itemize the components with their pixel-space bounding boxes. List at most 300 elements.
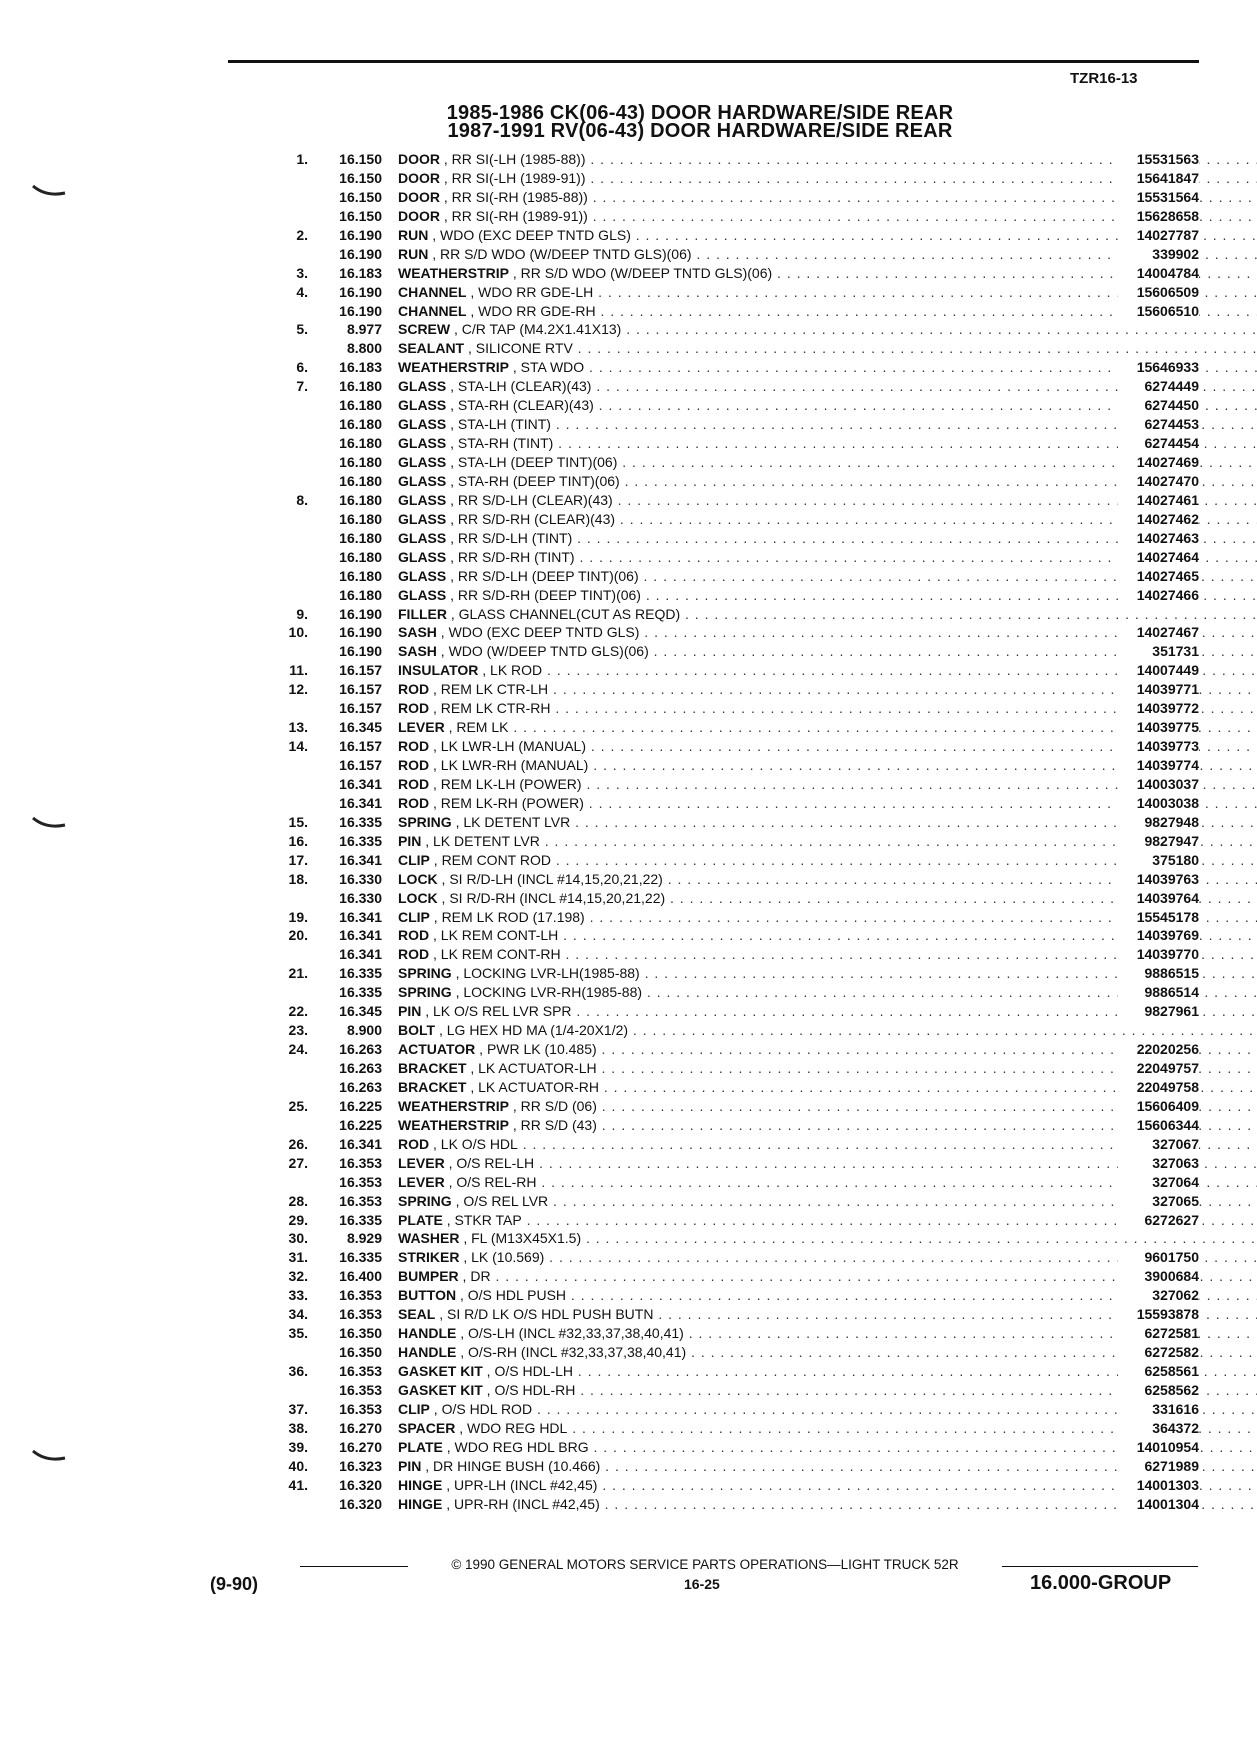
part-name: BRACKET	[398, 1060, 467, 1076]
part-row	[250, 908, 1199, 927]
group-number: 16.190	[339, 643, 382, 660]
part-row	[250, 1135, 1199, 1154]
item-number: 3.	[296, 264, 308, 281]
item-number: 12.	[288, 681, 308, 698]
part-number: 9886514	[1118, 983, 1199, 1002]
part-detail: WDO REG HDL BRG	[454, 1438, 589, 1455]
item-number: 24.	[288, 1041, 308, 1058]
part-row	[250, 1381, 1199, 1400]
part-row	[250, 396, 1199, 415]
group-number: 16.335	[339, 1211, 382, 1228]
part-number: 3900684	[1118, 1267, 1199, 1286]
part-description: GLASS , RR S/D-RH (CLEAR)(43) . . .	[398, 510, 1257, 529]
item-number: 25.	[288, 1097, 308, 1114]
part-row	[250, 1495, 1199, 1514]
part-name: SEAL	[398, 1306, 436, 1323]
page-title	[300, 104, 1100, 140]
group-number: 16.180	[339, 548, 382, 565]
group-number: 16.335	[339, 832, 382, 849]
part-row	[250, 548, 1199, 567]
item-number: 39.	[288, 1438, 308, 1455]
item-number: 21.	[288, 965, 308, 982]
group-number: 16.225	[339, 1116, 382, 1133]
part-description: SEALANT , SILICONE RTV . . .	[398, 339, 1257, 358]
part-description: SPRING , LOCKING LVR-LH(1985-88) . . .	[398, 964, 1257, 983]
part-detail: DR HINGE BUSH (10.466)	[433, 1457, 601, 1474]
part-name: GLASS	[398, 510, 447, 527]
part-detail: LK REM CONT-LH	[440, 927, 559, 944]
part-row	[250, 302, 1199, 321]
part-name: DOOR	[398, 169, 440, 186]
part-detail: LK DETENT LVR	[433, 832, 540, 849]
part-number: 6258562	[1118, 1381, 1199, 1400]
part-row	[250, 605, 1195, 624]
title-line-1: 1985-1986 CK(06-43) DOOR HARDWARE/SIDE REAR	[446, 102, 954, 124]
part-name: SEALANT	[398, 340, 465, 357]
group-number: 16.353	[339, 1192, 382, 1209]
part-detail: UPR-LH (INCL #42,45)	[454, 1476, 598, 1493]
item-number: 41.	[288, 1476, 308, 1493]
part-number: 14027467	[1118, 623, 1199, 642]
part-name: GLASS	[398, 378, 447, 395]
part-name: LOCK	[398, 889, 438, 906]
group-number: 16.353	[339, 1381, 382, 1398]
part-number: 14027465	[1118, 567, 1199, 586]
part-number: 331616	[1118, 1400, 1199, 1419]
part-description: LEVER , O/S REL-RH . . .	[398, 1173, 1257, 1192]
part-name: LEVER	[398, 1173, 445, 1190]
group-number: 16.157	[339, 757, 382, 773]
group-number: 8.800	[346, 340, 382, 357]
part-row	[250, 1305, 1199, 1324]
part-row	[250, 1078, 1199, 1097]
part-description: GLASS , STA-RH (TINT) . . .	[398, 434, 1257, 453]
item-number: 5.	[296, 321, 308, 338]
part-number: 22049757	[1118, 1059, 1199, 1078]
part-number: 6274449	[1118, 377, 1199, 396]
part-detail: O/S HDL-RH	[494, 1381, 576, 1398]
part-number: 6272581	[1118, 1324, 1199, 1343]
part-row	[250, 1362, 1199, 1381]
item-number: 2.	[296, 226, 308, 243]
item-number: 29.	[288, 1211, 308, 1228]
part-row	[250, 586, 1199, 605]
part-number: 14039772	[1118, 699, 1199, 718]
part-description: ROD , LK REM CONT-RH . . .	[398, 945, 1257, 964]
part-row	[250, 1021, 1195, 1040]
group-number: 16.341	[339, 946, 382, 963]
item-number: 26.	[288, 1135, 308, 1152]
part-row	[250, 377, 1199, 396]
group-number: 16.341	[339, 927, 382, 944]
footer-rule-left	[300, 1566, 408, 1567]
part-name: PIN	[398, 832, 422, 849]
group-number: 16.180	[339, 472, 382, 489]
part-detail: REM LK	[456, 719, 509, 736]
part-description: WEATHERSTRIP , RR S/D (06) . . .	[398, 1097, 1257, 1116]
part-number: 14039769	[1118, 926, 1199, 945]
part-name: WEATHERSTRIP	[398, 264, 509, 281]
part-number: 14027469	[1118, 453, 1199, 472]
part-detail: DR	[470, 1268, 491, 1285]
part-description: SPRING , LK DETENT LVR . . .	[398, 813, 1257, 832]
binder-hole-mark	[32, 1448, 66, 1462]
part-detail: O/S REL LVR	[463, 1192, 549, 1209]
part-row	[250, 1438, 1199, 1457]
part-number: 22020256	[1118, 1040, 1199, 1059]
group-number: 16.350	[339, 1325, 382, 1342]
group-number: 16.190	[339, 283, 382, 300]
group-number: 16.353	[339, 1287, 382, 1304]
part-detail: RR S/D WDO (W/DEEP TNTD GLS)(06)	[520, 264, 773, 281]
part-detail: O/S HDL PUSH	[467, 1287, 567, 1304]
part-row	[250, 1267, 1199, 1286]
part-description: DOOR , RR SI(-RH (1989-91)) . . .	[398, 207, 1257, 226]
part-number: 15606344	[1118, 1116, 1199, 1135]
part-name: LOCK	[398, 870, 438, 887]
part-description: GLASS , RR S/D-LH (TINT) . . .	[398, 529, 1257, 548]
group-number: 16.350	[339, 1344, 382, 1361]
part-number: 327065	[1118, 1192, 1199, 1211]
part-row	[250, 1097, 1199, 1116]
binder-hole-mark	[32, 815, 66, 829]
part-row	[250, 1286, 1199, 1305]
part-detail: RR SI(-LH (1989-91))	[451, 169, 586, 186]
part-row	[250, 870, 1199, 889]
part-description: BOLT , LG HEX HD MA (1/4-20X1/2) . . .	[398, 1021, 1257, 1040]
part-description: PIN , LK O/S REL LVR SPR . . .	[398, 1002, 1257, 1021]
part-description: SASH , WDO (EXC DEEP TNTD GLS) . . .	[398, 623, 1257, 642]
part-number: 14003037	[1118, 775, 1199, 794]
part-name: GLASS	[398, 491, 447, 508]
item-number: 34.	[288, 1306, 308, 1323]
part-number: 15545178	[1118, 908, 1199, 927]
part-name: ROD	[398, 757, 430, 773]
part-detail: LK DETENT LVR	[463, 813, 571, 830]
part-name: ROD	[398, 738, 430, 755]
group-number: 16.183	[339, 264, 382, 281]
item-number: 17.	[288, 851, 308, 868]
part-row	[250, 264, 1199, 283]
part-description: SPACER , WDO REG HDL . . .	[398, 1419, 1257, 1438]
part-name: FILLER	[398, 605, 447, 622]
part-name: CLIP	[398, 1400, 430, 1417]
group-number: 16.341	[339, 794, 382, 811]
part-name: CLIP	[398, 851, 430, 868]
item-number: 20.	[288, 927, 308, 944]
part-detail: REM LK ROD (17.198)	[441, 908, 585, 925]
part-number: 6274454	[1118, 434, 1199, 453]
part-number: 327063	[1118, 1154, 1199, 1173]
part-description: HANDLE , O/S-LH (INCL #32,33,37,38,40,41) . . .	[398, 1324, 1257, 1343]
part-detail: RR S/D-LH (CLEAR)(43)	[457, 491, 613, 508]
part-detail: SILICONE RTV	[475, 340, 573, 357]
group-number: 16.150	[339, 188, 382, 205]
part-description: GASKET KIT , O/S HDL-LH . . .	[398, 1362, 1257, 1381]
group-number: 16.157	[339, 700, 382, 717]
group-number: 16.263	[339, 1060, 382, 1076]
part-number: 9827948	[1118, 813, 1199, 832]
part-detail: WDO (EXC DEEP TNTD GLS)	[440, 226, 631, 243]
part-name: BUMPER	[398, 1268, 459, 1285]
group-number: 16.345	[339, 1003, 382, 1020]
part-row	[250, 245, 1199, 264]
part-number: 364372	[1118, 1419, 1199, 1438]
group-number: 16.180	[339, 529, 382, 546]
group-number: 16.190	[339, 605, 382, 622]
part-name: DOOR	[398, 151, 440, 167]
item-number: 31.	[288, 1249, 308, 1266]
part-number: 14010954	[1118, 1438, 1199, 1457]
part-description: INSULATOR , LK ROD . . .	[398, 661, 1257, 680]
part-row	[250, 794, 1199, 813]
part-number: 327062	[1118, 1286, 1199, 1305]
part-name: HINGE	[398, 1476, 443, 1493]
part-row	[250, 983, 1199, 1002]
group-number: 16.341	[339, 1135, 382, 1152]
part-number: 15531563	[1118, 150, 1199, 169]
item-number: 15.	[288, 813, 308, 830]
part-name: SCREW	[398, 321, 451, 338]
part-name: GLASS	[398, 397, 447, 414]
part-number: 351731	[1118, 642, 1199, 661]
group-number: 16.341	[339, 775, 382, 792]
part-row	[250, 756, 1199, 775]
part-description: SASH , WDO (W/DEEP TNTD GLS)(06) . . .	[398, 642, 1257, 661]
part-description: SPRING , O/S REL LVR . . .	[398, 1192, 1257, 1211]
part-detail: REM LK-LH (POWER)	[440, 775, 582, 792]
part-name: SPACER	[398, 1419, 456, 1436]
item-number: 23.	[288, 1022, 308, 1039]
group-number: 16.180	[339, 416, 382, 433]
part-name: BOLT	[398, 1022, 436, 1039]
group-number: 16.320	[339, 1495, 382, 1512]
part-detail: LOCKING LVR-LH(1985-88)	[463, 965, 640, 982]
group-number: 16.341	[339, 851, 382, 868]
part-number: 14027470	[1118, 472, 1199, 491]
group-number: 16.330	[339, 889, 382, 906]
part-detail: STA-RH (CLEAR)(43)	[457, 397, 594, 414]
part-description: ROD , LK O/S HDL . . .	[398, 1135, 1257, 1154]
part-name: STRIKER	[398, 1249, 460, 1266]
part-row	[250, 1324, 1199, 1343]
group-number: 16.150	[339, 169, 382, 186]
group-number: 8.929	[346, 1230, 382, 1247]
part-number: 15646933	[1118, 358, 1199, 377]
part-detail: STA-RH (TINT)	[457, 435, 554, 452]
part-detail: WDO RR GDE-RH	[478, 302, 596, 319]
part-description: GASKET KIT , O/S HDL-RH . . .	[398, 1381, 1257, 1400]
part-detail: RR SI(-LH (1985-88))	[451, 151, 586, 167]
part-name: INSULATOR	[398, 662, 479, 679]
part-detail: STA-LH (DEEP TINT)(06)	[457, 454, 618, 470]
part-number: 14007449	[1118, 661, 1199, 680]
part-number: 14027463	[1118, 529, 1199, 548]
part-description: GLASS , STA-LH (TINT) . . .	[398, 415, 1257, 434]
part-name: ROD	[398, 927, 430, 944]
part-name: GLASS	[398, 567, 447, 584]
part-description: BRACKET , LK ACTUATOR-LH . . .	[398, 1059, 1257, 1078]
part-name: WASHER	[398, 1230, 460, 1247]
part-detail: O/S-RH (INCL #32,33,37,38,40,41)	[468, 1344, 687, 1361]
item-number: 13.	[288, 719, 308, 736]
part-description: WEATHERSTRIP , RR S/D (43) . . .	[398, 1116, 1257, 1135]
part-row	[250, 1457, 1199, 1476]
part-row	[250, 358, 1199, 377]
part-detail: O/S HDL ROD	[441, 1400, 533, 1417]
part-name: PIN	[398, 1457, 422, 1474]
part-number: 22049758	[1118, 1078, 1199, 1097]
part-description: STRIKER , LK (10.569) . . .	[398, 1248, 1257, 1267]
part-description: CLIP , O/S HDL ROD . . .	[398, 1400, 1257, 1419]
group-number: 16.263	[339, 1078, 382, 1095]
part-row	[250, 926, 1199, 945]
part-description: DOOR , RR SI(-RH (1985-88)) . . .	[398, 188, 1257, 207]
item-number: 33.	[288, 1287, 308, 1304]
part-name: RUN	[398, 226, 429, 243]
part-number: 15606409	[1118, 1097, 1199, 1116]
group-number: 16.353	[339, 1400, 382, 1417]
part-number: 14039764	[1118, 889, 1199, 908]
part-name: DOOR	[398, 207, 440, 224]
part-number: 14027461	[1118, 491, 1199, 510]
group-number: 16.270	[339, 1419, 382, 1436]
group-number: 16.335	[339, 965, 382, 982]
part-number: 15531564	[1118, 188, 1199, 207]
part-detail: RR S/D-LH (DEEP TINT)(06)	[457, 567, 639, 584]
part-number: 9886515	[1118, 964, 1199, 983]
item-number: 1.	[296, 151, 308, 167]
part-number: 14027466	[1118, 586, 1199, 605]
part-description: BRACKET , LK ACTUATOR-RH . . .	[398, 1078, 1257, 1097]
part-number: 9601750	[1118, 1248, 1199, 1267]
part-description: GLASS , RR S/D-RH (TINT) . . .	[398, 548, 1257, 567]
part-detail: PWR LK (10.485)	[486, 1041, 597, 1058]
part-row	[250, 945, 1199, 964]
part-description: WEATHERSTRIP , STA WDO . . .	[398, 358, 1257, 377]
binder-hole-mark	[32, 183, 66, 197]
part-detail: LG HEX HD MA (1/4-20X1/2)	[446, 1022, 629, 1039]
part-description: LEVER , REM LK . . .	[398, 718, 1257, 737]
part-description: WASHER , FL (M13X45X1.5) . . .	[398, 1229, 1257, 1248]
part-number: 9827961	[1118, 1002, 1199, 1021]
part-row	[250, 207, 1199, 226]
group-number: 16.335	[339, 1249, 382, 1266]
part-name: LEVER	[398, 1154, 445, 1171]
part-row	[250, 1343, 1199, 1362]
item-number: 35.	[288, 1325, 308, 1342]
group-number: 16.180	[339, 454, 382, 470]
item-number: 11.	[289, 662, 308, 679]
part-description: BUTTON , O/S HDL PUSH . . .	[398, 1286, 1257, 1305]
part-name: PLATE	[398, 1438, 443, 1455]
part-description: ROD , REM LK CTR-RH . . .	[398, 699, 1257, 718]
part-name: CLIP	[398, 908, 430, 925]
part-description: LOCK , SI R/D-LH (INCL #14,15,20,21,22) . . .	[398, 870, 1257, 889]
title-line-2: 1987-1991 RV(06-43) DOOR HARDWARE/SIDE REAR	[447, 120, 953, 142]
part-row	[250, 453, 1199, 472]
item-number: 30.	[288, 1230, 308, 1247]
part-detail: LOCKING LVR-RH(1985-88)	[463, 984, 643, 1001]
part-detail: SI R/D-LH (INCL #14,15,20,21,22)	[449, 870, 663, 887]
part-description: ROD , LK LWR-RH (MANUAL) . . .	[398, 756, 1257, 775]
part-detail: O/S REL-RH	[456, 1173, 537, 1190]
group-number: 16.180	[339, 510, 382, 527]
part-number: 15641847	[1118, 169, 1199, 188]
part-number: 6274453	[1118, 415, 1199, 434]
part-detail: SI R/D-RH (INCL #14,15,20,21,22)	[449, 889, 666, 906]
group-number: 16.353	[339, 1173, 382, 1190]
part-number: 14001303	[1118, 1476, 1199, 1495]
item-number: 7.	[296, 378, 308, 395]
part-name: BUTTON	[398, 1287, 457, 1304]
part-description: SEAL , SI R/D LK O/S HDL PUSH BUTN . . .	[398, 1305, 1257, 1324]
part-row	[250, 339, 1195, 358]
part-row	[250, 964, 1199, 983]
part-number: 375180	[1118, 851, 1199, 870]
part-description: GLASS , STA-RH (CLEAR)(43) . . .	[398, 396, 1257, 415]
group-number: 8.900	[346, 1022, 382, 1039]
part-detail: LK ACTUATOR-RH	[478, 1078, 599, 1095]
part-number: 6274450	[1118, 396, 1199, 415]
part-description: HANDLE , O/S-RH (INCL #32,33,37,38,40,41) . . .	[398, 1343, 1257, 1362]
part-description: RUN , RR S/D WDO (W/DEEP TNTD GLS)(06) . . .	[398, 245, 1257, 264]
part-number: 14039763	[1118, 870, 1199, 889]
group-number: 16.190	[339, 302, 382, 319]
group-number: 16.183	[339, 359, 382, 376]
part-row	[250, 1154, 1199, 1173]
part-name: DOOR	[398, 188, 440, 205]
top-rule	[228, 60, 1199, 63]
group-number: 16.180	[339, 435, 382, 452]
part-description: GLASS , RR S/D-RH (DEEP TINT)(06) . . .	[398, 586, 1257, 605]
part-name: SASH	[398, 643, 437, 660]
part-detail: UPR-RH (INCL #42,45)	[454, 1495, 600, 1512]
part-detail: STA-RH (DEEP TINT)(06)	[457, 472, 620, 489]
part-row	[250, 1192, 1199, 1211]
item-number: 40.	[288, 1457, 308, 1474]
item-number: 6.	[296, 359, 308, 376]
part-description: ACTUATOR , PWR LK (10.485) . . .	[398, 1040, 1257, 1059]
group-number: 16.150	[339, 207, 382, 224]
group-number: 16.190	[339, 226, 382, 243]
part-name: SASH	[398, 624, 437, 641]
group-number: 16.353	[339, 1154, 382, 1171]
part-row	[250, 1059, 1199, 1078]
part-detail: LK O/S HDL	[440, 1135, 518, 1152]
part-detail: LK (10.569)	[471, 1249, 545, 1266]
part-detail: STA-LH (CLEAR)(43)	[457, 378, 592, 395]
part-name: GLASS	[398, 472, 447, 489]
part-name: ACTUATOR	[398, 1041, 476, 1058]
item-number: 37.	[288, 1400, 308, 1417]
parts-list	[250, 150, 1199, 1514]
part-detail: GLASS CHANNEL(CUT AS REQD)	[458, 605, 681, 622]
group-number: 16.157	[339, 738, 382, 755]
part-number: 327064	[1118, 1173, 1199, 1192]
part-row	[250, 150, 1199, 169]
group-number: 16.400	[339, 1268, 382, 1285]
part-number: 14039771	[1118, 680, 1199, 699]
part-detail: LK ACTUATOR-LH	[478, 1060, 597, 1076]
item-number: 4.	[296, 283, 308, 300]
part-description: BUMPER , DR . . .	[398, 1267, 1257, 1286]
part-description: GLASS , STA-LH (CLEAR)(43) . . .	[398, 377, 1257, 396]
part-detail: STA-LH (TINT)	[457, 416, 551, 433]
part-description: SPRING , LOCKING LVR-RH(1985-88) . . .	[398, 983, 1257, 1002]
part-name: CHANNEL	[398, 283, 467, 300]
part-detail: WDO REG HDL	[466, 1419, 568, 1436]
